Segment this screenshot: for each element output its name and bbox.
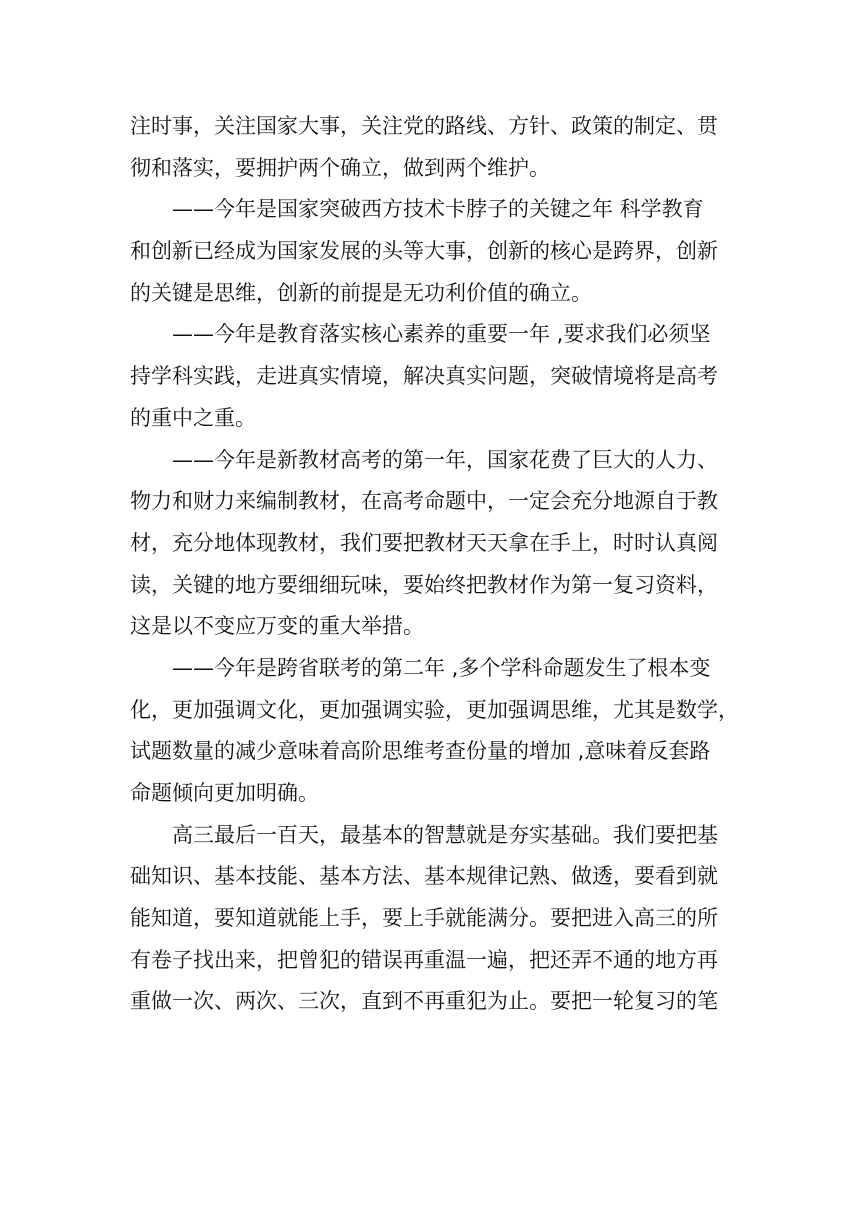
text-line: 材，充分地体现教材，我们要把教材天天拿在手上，时时认真阅 — [130, 530, 718, 555]
text-line: 和创新已经成为国家发展的头等大事，创新的核心是跨界，创新 — [130, 239, 718, 264]
text-line: 有卷子找出来，把曾犯的错误再重温一遍，把还弄不通的地方再 — [130, 947, 718, 972]
text-line: ——今年是跨省联考的第二年 ,多个学科命题发生了根本变 — [172, 655, 711, 680]
text-line: 的关键是思维，创新的前提是无功利价值的确立。 — [130, 280, 592, 305]
text-line: 试题数量的减少意味着高阶思维考查份量的增加 ,意味着反套路 — [130, 739, 711, 764]
text-line: 这是以不变应万变的重大举措。 — [130, 614, 424, 639]
text-line: 注时事，关注国家大事，关注党的路线、方针、政策的制定、贯 — [130, 114, 718, 138]
text-line: ——今年是教育落实核心素养的重要一年 ,要求我们必须坚 — [172, 322, 711, 347]
text-line: 重做一次、两次、三次，直到不再重犯为止。要把一轮复习的笔 — [130, 989, 718, 1014]
text-line: 础知识、基本技能、基本方法、基本规律记熟、做透，要看到就 — [130, 864, 718, 889]
text-line: 彻和落实，要拥护两个确立，做到两个维护。 — [130, 155, 550, 180]
text-line: 化，更加强调文化，更加强调实验，更加强调思维，尤其是数学， — [130, 697, 739, 722]
document-body — [130, 106, 739, 1023]
text-line: 读，关键的地方要细细玩味，要始终把教材作为第一复习资料， — [130, 572, 718, 597]
text-line: 持学科实践，走进真实情境，解决真实问题，突破情境将是高考 — [130, 364, 718, 389]
text-line: 能知道，要知道就能上手，要上手就能满分。要把进入高三的所 — [130, 906, 718, 931]
text-line: ——今年是国家突破西方技术卡脖子的关键之年 科学教育 — [172, 197, 704, 222]
text-line: 高三最后一百天，最基本的智慧就是夯实基础。我们要把基 — [172, 822, 718, 847]
text-line: 物力和财力来编制教材，在高考命题中，一定会充分地源自于教 — [130, 489, 718, 514]
text-line: 命题倾向更加明确。 — [130, 781, 319, 805]
text-line: ——今年是新教材高考的第一年，国家花费了巨大的人力、 — [172, 447, 718, 472]
text-line: 的重中之重。 — [130, 405, 256, 430]
